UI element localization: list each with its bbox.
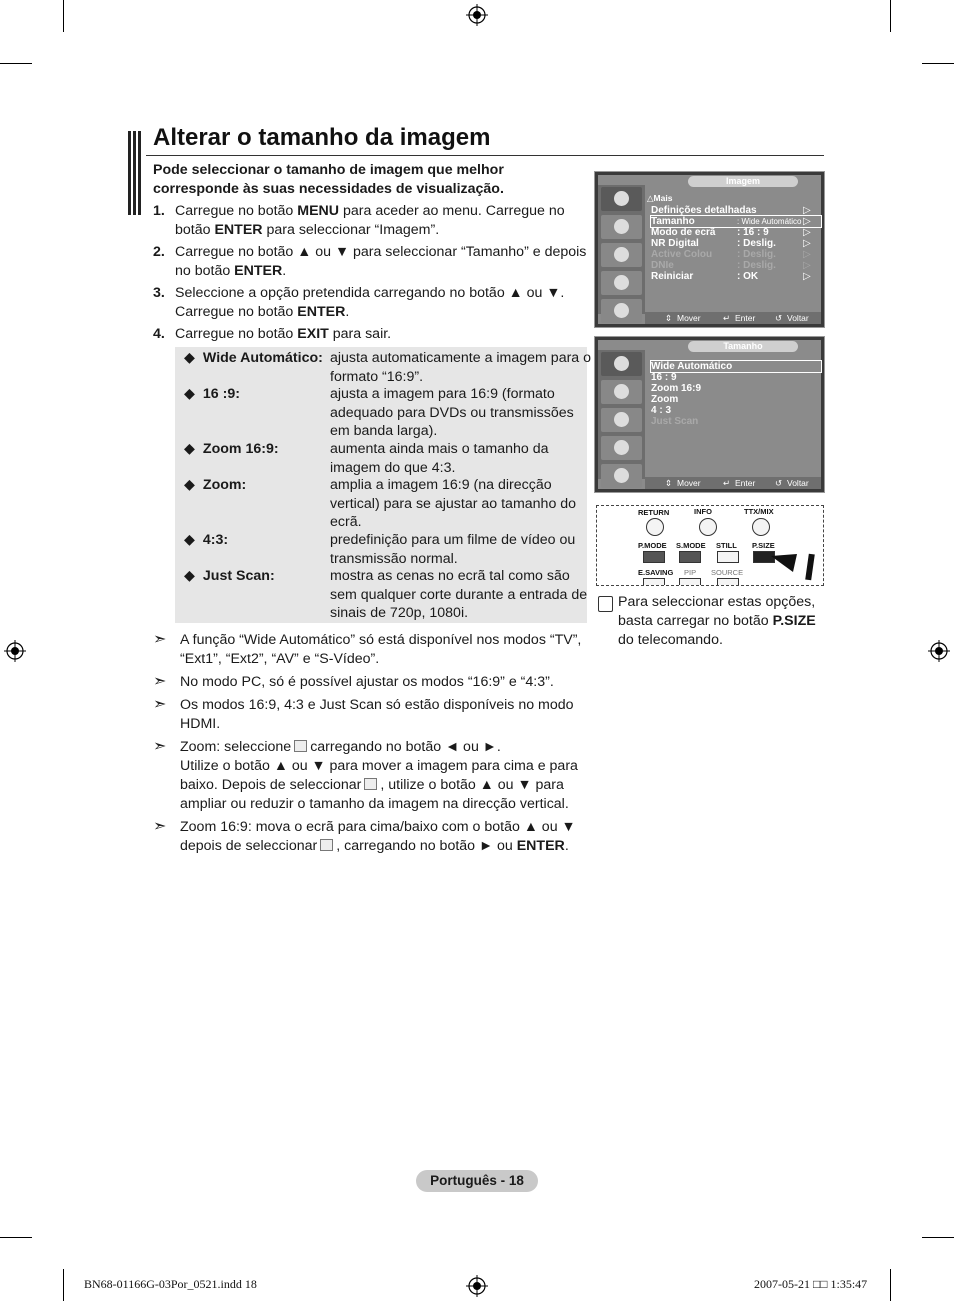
sound-menu-icon: [601, 215, 642, 239]
source-button-label: SOURCE: [711, 568, 744, 577]
crop-mark: [890, 1269, 891, 1301]
osd-menu-item[interactable]: Zoom 16:9: [651, 383, 702, 394]
registration-mark-icon: [928, 640, 950, 662]
move-icon: ⇕: [665, 313, 673, 323]
osd-menu-sidebar: [598, 185, 645, 314]
setup-menu-icon: [601, 271, 642, 295]
tip-note: Para seleccionar estas opções, basta carregar no botão P.SIZE do telecomando.: [598, 593, 828, 650]
return-icon: ↺: [775, 313, 783, 323]
osd-menu-item[interactable]: Just Scan: [651, 416, 699, 427]
osd-menu-item[interactable]: Definições detalhadas ▷: [651, 205, 811, 216]
crop-mark: [0, 63, 32, 64]
osd-menu-item[interactable]: Modo de ecrã : 16 : 9 ▷: [651, 227, 811, 238]
crop-mark: [0, 1237, 32, 1238]
remote-control-illustration: [596, 505, 824, 586]
note-item: ➣ A função “Wide Automático” só está disponível nos modos “TV”, “Ext1”, “Ext2”, “AV” e “S-Vídeo”.: [153, 631, 582, 667]
osd-more: △Mais: [647, 193, 673, 203]
osd-menu-item[interactable]: Tamanho : Wide Automático ▷: [651, 216, 821, 227]
osd-menu-list: [651, 205, 821, 282]
osd-footer: ⇕ Mover ↵ Enter ↺ Voltar: [645, 477, 821, 489]
size-icon: [364, 778, 377, 790]
osd-menu-item[interactable]: Wide Automático: [651, 361, 821, 372]
note-arrow-icon: ➣: [153, 696, 167, 713]
ttx-button-label: TTX/MIX: [744, 507, 774, 516]
input-menu-icon: [601, 299, 642, 323]
note-arrow-icon: ➣: [153, 738, 167, 755]
crop-mark: [63, 0, 64, 32]
page-title: Alterar o tamanho da imagem: [153, 124, 491, 151]
steps-list: [153, 202, 593, 347]
smode-button[interactable]: [679, 551, 701, 563]
smode-button-label: S.MODE: [676, 541, 706, 550]
enter-icon: ↵: [723, 478, 731, 488]
input-menu-icon: [601, 464, 642, 488]
step-item: 4. Carregue no botão EXIT para sair.: [153, 326, 392, 342]
notes-list: [153, 631, 593, 860]
osd-header: Imagem: [688, 176, 798, 187]
pointer-arrow-icon: [769, 550, 821, 584]
osd-menu-item[interactable]: Zoom: [651, 394, 679, 405]
title-decoration: [128, 131, 141, 215]
crop-mark: [922, 63, 954, 64]
registration-mark-icon: [466, 1275, 488, 1297]
still-button[interactable]: [717, 551, 739, 563]
intro-text: Pode seleccionar o tamanho de imagem que melhor corresponde às suas necessidades de visualização.: [153, 162, 504, 197]
step-item: 3. Seleccione a opção pretendida carregando no botão ▲ ou ▼. Carregue no botão ENTER.: [153, 285, 565, 320]
osd-picture-menu: [594, 171, 825, 328]
note-arrow-icon: ➣: [153, 818, 167, 835]
info-button[interactable]: [699, 518, 717, 536]
channel-menu-icon: [601, 408, 642, 432]
osd-menu-item[interactable]: Reiniciar : OK ▷: [651, 271, 811, 282]
title-divider: [146, 155, 824, 156]
pip-button-label: PIP: [684, 568, 697, 577]
return-button-label: RETURN: [638, 508, 670, 517]
ttx-mix-button[interactable]: [752, 518, 770, 536]
channel-menu-icon: [601, 243, 642, 267]
enter-icon: ↵: [723, 313, 731, 323]
print-file-info: BN68-01166G-03Por_0521.indd 18: [84, 1277, 257, 1291]
crop-mark: [63, 1269, 64, 1301]
note-item: ➣ Zoom: seleccione carregando no botão ◄ ou ►. Utilize o botão ▲ ou ▼ para mover a imagem para cima e para baixo. Depois de seleccionar , utilize o botão ▲ ou ▼ para ampliar ou reduzir o tamanho da imagem na direcção vertical.: [153, 738, 578, 812]
note-arrow-icon: ➣: [153, 631, 167, 648]
osd-header: Tamanho: [688, 341, 798, 352]
info-button-label: INFO: [694, 507, 712, 516]
source-button[interactable]: [717, 578, 739, 586]
return-icon: ↺: [775, 478, 783, 488]
setup-menu-icon: [601, 436, 642, 460]
crop-mark: [890, 0, 891, 32]
osd-menu-item[interactable]: NR Digital : Deslig. ▷: [651, 238, 811, 249]
move-icon: ⇕: [665, 478, 673, 488]
return-button[interactable]: [646, 518, 664, 536]
osd-menu-list: [651, 361, 821, 427]
pmode-button[interactable]: [643, 551, 665, 563]
position-icon: [320, 839, 333, 851]
still-button-label: STILL: [716, 541, 737, 550]
esaving-button[interactable]: [643, 578, 665, 586]
note-arrow-icon: ➣: [153, 673, 167, 690]
position-icon: [294, 740, 307, 752]
psize-button-label: P.SIZE: [752, 541, 775, 550]
osd-footer: ⇕ Mover ↵ Enter ↺ Voltar: [645, 312, 821, 324]
note-item: ➣ Zoom 16:9: mova o ecrã para cima/baixo com o botão ▲ ou ▼ depois de seleccionar , carregando no botão ► ou ENTER.: [153, 818, 576, 854]
registration-mark-icon: [466, 4, 488, 26]
osd-size-menu: [594, 336, 825, 493]
step-item: 2. Carregue no botão ▲ ou ▼ para seleccionar “Tamanho” e depois no botão ENTER.: [153, 244, 587, 279]
crop-mark: [922, 1237, 954, 1238]
registration-mark-icon: [4, 640, 26, 662]
pip-button[interactable]: [679, 578, 701, 586]
note-item: ➣ No modo PC, só é possível ajustar os modos “16:9” e “4:3”.: [153, 673, 554, 690]
osd-menu-item[interactable]: DNIe : Deslig. ▷: [651, 260, 811, 271]
osd-menu-item[interactable]: Active Colou : Deslig. ▷: [651, 249, 811, 260]
hand-note-icon: [598, 596, 613, 612]
print-timestamp: 2007-05-21 □□ 1:35:47: [754, 1277, 868, 1291]
pmode-button-label: P.MODE: [638, 541, 667, 550]
picture-menu-icon: [601, 187, 642, 211]
osd-menu-item[interactable]: 4 : 3: [651, 405, 672, 416]
page-number-badge: Português - 18: [416, 1170, 538, 1192]
esaving-button-label: E.SAVING: [638, 568, 674, 577]
osd-menu-sidebar: [598, 350, 645, 479]
osd-menu-item[interactable]: 16 : 9: [651, 372, 677, 383]
note-item: ➣ Os modos 16:9, 4:3 e Just Scan só estão disponíveis no modo HDMI.: [153, 696, 574, 732]
sound-menu-icon: [601, 380, 642, 404]
picture-menu-icon: [601, 352, 642, 376]
step-item: 1. Carregue no botão MENU para aceder ao menu. Carregue no botão ENTER para seleccionar “Imagem”.: [153, 203, 565, 238]
